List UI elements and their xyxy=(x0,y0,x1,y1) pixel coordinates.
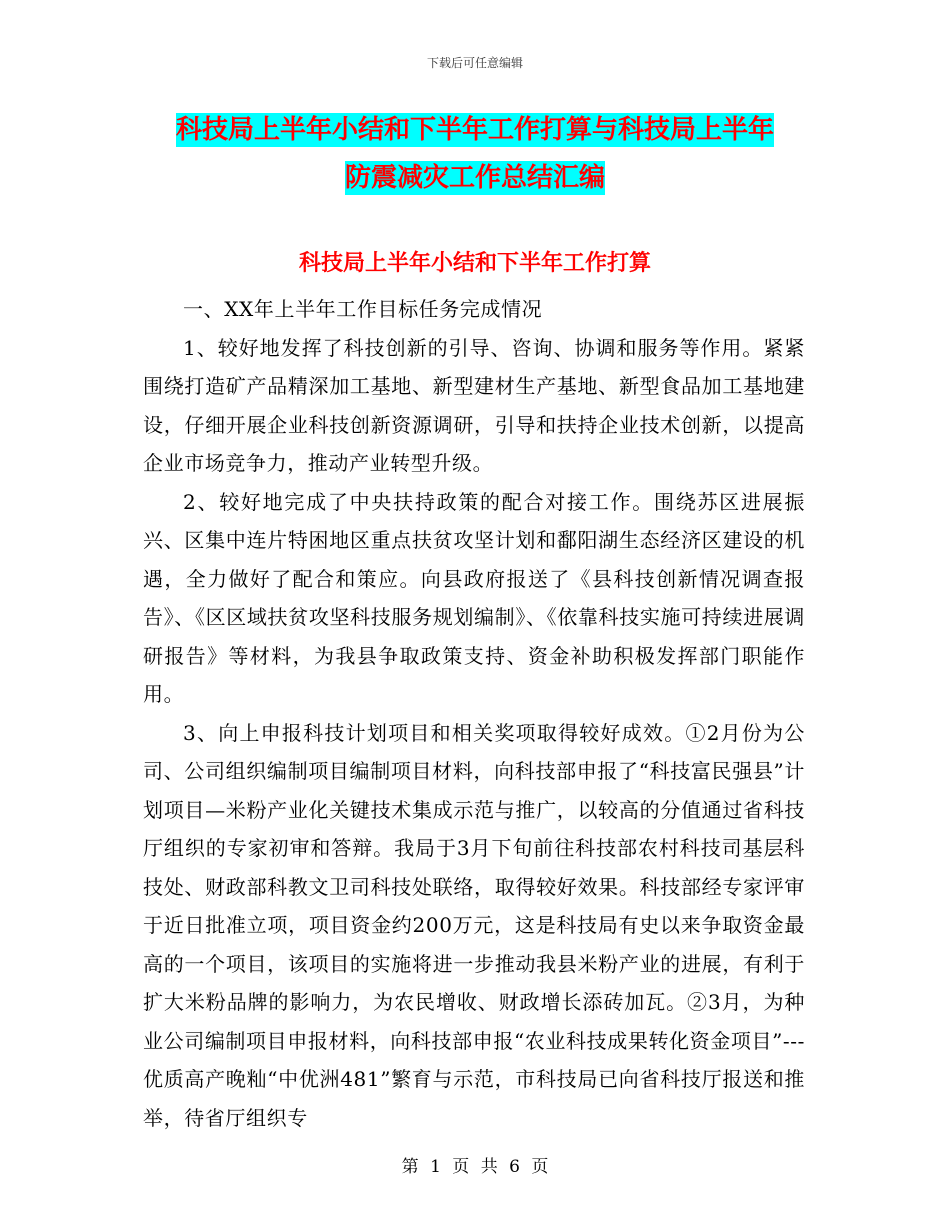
paragraph: 3、向上申报科技计划项目和相关奖项取得较好成效。①2月份为公司、公司组织编制项目编制项目材料，向科技部申报了“科技富民强县”计划项目—米粉产业化关键技术集成示范与推广，以较高的分值通过省科技厅组织的专家初审和答辩。我局于3月下旬前往科技部农村科技司基层科技处、财政部科教文卫司科技处联络，取得较好效果。科技部经专家评审于近日批准立项，项目资金约200万元，这是科技局有史以来争取资金最高的一个项目，该项目的实施将进一步推动我县米粉产业的进展，有利于扩大米粉品牌的影响力，为农民增收、财政增长添砖加瓦。②3月，为种业公司编制项目申报材料，向科技部申报“农业科技成果转化资金项目”---优质高产晚籼“中优洲481”繁育与示范，市科技局已向省科技厅报送和推举，待省厅组织专 xyxy=(143,720,805,1130)
page-footer: 第 1 页 共 6 页 xyxy=(401,1157,549,1177)
body-text xyxy=(143,290,805,1137)
paragraph: 1、较好地发挥了科技创新的引导、咨询、协调和服务等作用。紧紧围绕打造矿产品精深加工基地、新型建材生产基地、新型食品加工基地建设，仔细开展企业科技创新资源调研，引导和扶持企业技术创新，以提高企业市场竞争力，推动产业转型升级。 xyxy=(143,335,805,475)
paragraph: 2、较好地完成了中央扶持政策的配合对接工作。围绕苏区进展振兴、区集中连片特困地区重点扶贫攻坚计划和鄱阳湖生态经济区建设的机遇，全力做好了配合和策应。向县政府报送了《县科技创新情况调查报告》、《区区域扶贫攻坚科技服务规划编制》、《依靠科技实施可持续进展调研报告》等材料，为我县争取政策支持、资金补助积极发挥部门职能作用。 xyxy=(143,489,805,706)
section-title: 科技局上半年小结和下半年工作打算 xyxy=(298,251,651,276)
document-title-line-2: 防震减灾工作总结汇编 xyxy=(344,163,605,193)
document-title-line-1: 科技局上半年小结和下半年工作打算与科技局上半年 xyxy=(175,115,774,145)
document-title xyxy=(150,106,800,202)
paragraph-heading: 一、XX年上半年工作目标任务完成情况 xyxy=(183,297,543,321)
page-header-note: 下载后可任意编辑 xyxy=(426,56,523,70)
